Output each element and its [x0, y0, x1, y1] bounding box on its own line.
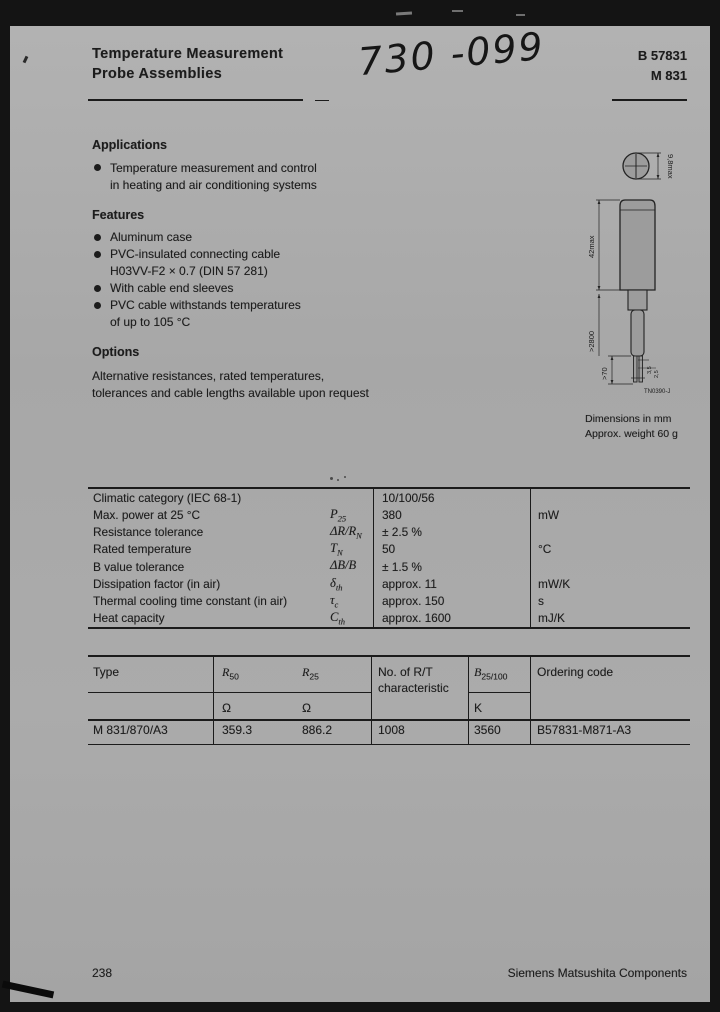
col-header-characteristic-line1: No. of R/T: [378, 665, 433, 679]
applications-line1: Temperature measurement and control: [110, 161, 317, 175]
param-label: Thermal cooling time constant (in air): [93, 594, 288, 609]
part-number-bottom: M 831: [650, 68, 687, 83]
bullet-icon: [94, 285, 101, 292]
options-heading: Options: [92, 345, 140, 359]
param-symbol: $T_N$: [330, 541, 343, 558]
options-line2: tolerances and cable lengths available upon request: [92, 386, 369, 400]
table-row: [88, 575, 690, 592]
handwritten-note: 730 -099: [356, 23, 547, 85]
dim-arrow: [598, 200, 601, 204]
table-row: [88, 593, 690, 610]
param-value: approx. 150: [373, 593, 530, 610]
table-divider: [530, 657, 531, 744]
part-numbers: [540, 46, 687, 86]
unit-b: K: [474, 701, 483, 715]
param-unit: °C: [530, 541, 690, 558]
dim-arrow: [657, 175, 660, 179]
param-symbol: $C_{th}$: [330, 610, 345, 627]
feature-line: PVC-insulated connecting cable: [110, 247, 281, 261]
param-value: 380: [373, 506, 530, 523]
bullet-icon: [94, 164, 101, 171]
features-list: [110, 229, 301, 331]
param-unit: mJ/K: [530, 610, 690, 627]
param-unit: mW/K: [530, 575, 690, 592]
scan-artifact: [330, 477, 333, 480]
options-line1: Alternative resistances, rated temperatures,: [92, 369, 325, 383]
header-underline: [468, 692, 530, 693]
drawing-caption: [585, 412, 678, 442]
scan-artifact: [516, 14, 525, 16]
dim-label-diameter: 9,8max: [666, 154, 675, 179]
header-underline: [88, 692, 371, 693]
bullet-icon: [94, 251, 101, 258]
header-rule-right: [612, 99, 687, 101]
param-value: 10/100/56: [373, 489, 530, 506]
dim-arrow: [611, 380, 614, 384]
feature-line: Aluminum case: [110, 230, 193, 244]
scan-artifact: [396, 11, 412, 15]
feature-line: of up to 105 °C: [110, 315, 191, 329]
col-header-characteristic-line2: characteristic: [378, 681, 449, 695]
table-divider: [371, 657, 372, 744]
dim-arrow: [598, 294, 601, 298]
param-symbol: $P_{25}$: [330, 506, 347, 524]
col-header-type: Type: [93, 665, 120, 679]
applications-line2: in heating and air conditioning systems: [110, 178, 317, 192]
param-label: Dissipation factor (in air): [93, 576, 221, 591]
table-row: [88, 524, 690, 541]
col-header-r50: $R_{50}$: [222, 665, 239, 682]
param-symbol: $\Delta R/R_N$: [330, 523, 362, 541]
scan-artifact: [337, 479, 339, 481]
r25-value: 886.2: [302, 723, 333, 737]
applications-heading: Applications: [92, 138, 168, 152]
table-row: [88, 558, 690, 575]
brand-name: Siemens Matsushita Components: [507, 966, 687, 980]
footer-page-number: 238: [92, 966, 113, 980]
r50-value: 359.3: [222, 723, 253, 737]
param-value: approx. 1600: [373, 610, 530, 627]
feature-line: H03VV-F2 × 0.7 (DIN 57 281): [110, 264, 268, 278]
col-header-b: $B_{25/100}$: [474, 665, 508, 682]
param-unit: [530, 524, 690, 541]
col-header-r25: $R_{25}$: [302, 665, 319, 682]
param-value: ± 1.5 %: [373, 558, 530, 575]
probe-neck: [628, 290, 647, 310]
probe-body: [620, 200, 655, 290]
dim-label-cable-length: >2800: [587, 330, 596, 352]
bullet-icon: [94, 302, 101, 309]
param-unit: mW: [530, 506, 690, 523]
b-value: 3560: [474, 723, 501, 737]
header-separator: [88, 719, 690, 721]
table-row: [88, 506, 690, 523]
param-symbol: $\delta_{th}$: [330, 575, 343, 593]
header-rule-mid: [315, 100, 329, 101]
table-row: [88, 541, 690, 558]
features-heading: Features: [92, 208, 145, 222]
dim-label-small-2: 2,5: [654, 370, 660, 378]
unit-r25: Ω: [302, 701, 311, 715]
table-divider: [468, 657, 469, 744]
probe-cable: [631, 310, 644, 356]
parameters-table: [88, 487, 690, 629]
param-symbol: $\tau_c$: [330, 592, 339, 610]
feature-line: PVC cable withstands temperatures: [110, 298, 301, 312]
scan-artifact: [452, 10, 463, 12]
dim-label-case-length: 42max: [587, 235, 596, 258]
dim-arrow: [611, 356, 614, 360]
drawing-caption-line2: Approx. weight 60 g: [585, 428, 678, 440]
options-text: [92, 368, 369, 402]
scan-artifact: [344, 476, 346, 478]
probe-drawing: [578, 146, 704, 398]
bullet-icon: [94, 234, 101, 241]
ordering-code-value: B57831-M871-A3: [537, 723, 632, 737]
table-row: [88, 610, 690, 627]
dim-arrow: [598, 286, 601, 290]
param-value: approx. 11: [373, 575, 530, 592]
param-symbol: ΔB/B: [330, 558, 357, 573]
param-label: Rated temperature: [93, 542, 192, 557]
param-value: 50: [373, 541, 530, 558]
page-title: [92, 44, 283, 84]
unit-r50: Ω: [222, 701, 231, 715]
param-unit: [530, 558, 690, 575]
page-title-line2: Probe Assemblies: [92, 66, 222, 82]
col-header-ordering: Ordering code: [537, 665, 614, 679]
type-value: M 831/870/A3: [93, 723, 168, 737]
param-value: ± 2.5 %: [373, 524, 530, 541]
param-label: Resistance tolerance: [93, 525, 204, 540]
param-label: Climatic category (IEC 68-1): [93, 490, 242, 505]
table-row: [88, 489, 690, 506]
dim-label-small-1: 3,5: [647, 366, 653, 374]
drawing-caption-line1: Dimensions in mm: [585, 413, 672, 425]
param-label: B value tolerance: [93, 559, 185, 574]
part-number-top: B 57831: [637, 48, 687, 63]
param-unit: [530, 489, 690, 506]
figure-code: TN0390-J: [644, 389, 671, 395]
header-rule-left: [88, 99, 303, 101]
param-unit: s: [530, 593, 690, 610]
page-title-line1: Temperature Measurement: [92, 46, 284, 62]
dim-label-sleeve-length: >70: [600, 367, 609, 380]
feature-line: With cable end sleeves: [110, 281, 234, 295]
param-label: Max. power at 25 °C: [93, 507, 201, 522]
characteristic-value: 1008: [378, 723, 405, 737]
dim-arrow: [657, 153, 660, 157]
param-label: Heat capacity: [93, 611, 165, 626]
type-table: [88, 655, 690, 745]
table-divider: [213, 657, 214, 744]
applications-text: [110, 160, 317, 194]
